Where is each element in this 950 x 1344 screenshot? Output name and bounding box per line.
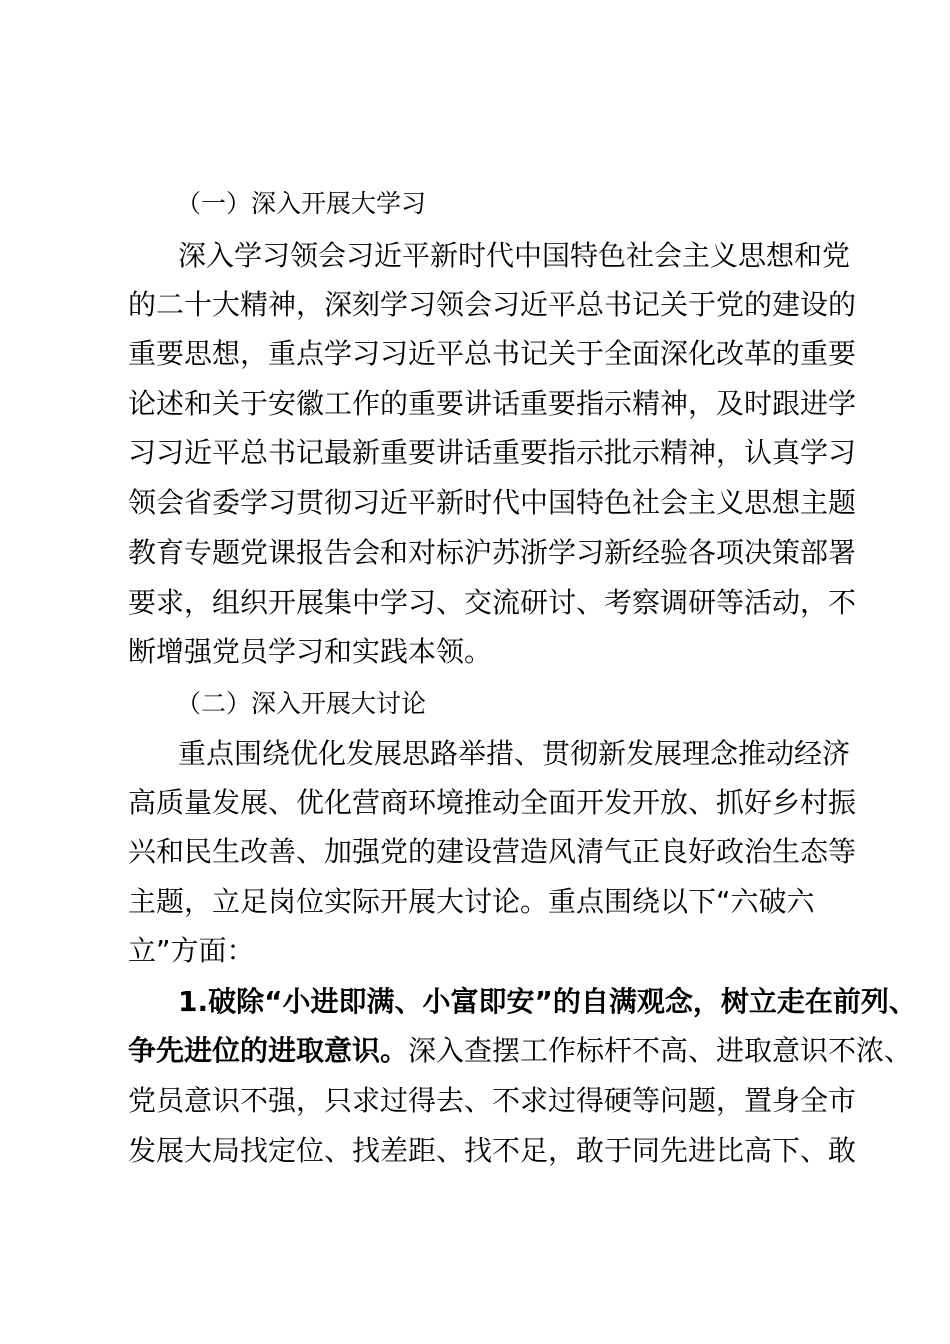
paragraph-line: 深入学习领会习近平新时代中国特色社会主义思想和党 [178, 239, 851, 272]
item-1-text: 深入查摆工作标杆不高、进取意识不浓、 [408, 1034, 913, 1067]
paragraph-line: 发展大局找定位、找差距、找不足，敢于同先进比高下、敢 [128, 1134, 857, 1167]
paragraph-line: 兴和民生改善、加强党的建设营造风清气正良好政治生态等 [128, 835, 857, 868]
paragraph-line: 高质量发展、优化营商环境推动全面开发开放、抓好乡村振 [128, 786, 857, 819]
item-1-bold-title: 1.破除“小进即满、小富即安”的自满观念，树立走在前列、 [178, 985, 917, 1018]
paragraph-line: 党员意识不强，只求过得去、不求过得硬等问题，置身全市 [128, 1084, 857, 1117]
item-1-bold-title-end: 争先进位的进取意识。 [128, 1034, 409, 1067]
paragraph-line: 教育专题党课报告会和对标沪苏浙学习新经验各项决策部署 [128, 536, 857, 569]
paragraph-line: 要求，组织开展集中学习、交流研讨、考察调研等活动，不 [128, 586, 857, 619]
paragraph-line: 立”方面： [128, 934, 255, 967]
paragraph-line: 断增强党员学习和实践本领。 [128, 635, 493, 668]
paragraph-line: 重要思想，重点学习习近平总书记关于全面深化改革的重要 [128, 337, 857, 370]
paragraph-line: 领会省委学习贯彻习近平新时代中国特色社会主义思想主题 [128, 486, 857, 519]
item-1-line-2 [128, 1035, 912, 1067]
section-heading-1: （一）深入开展大学习 [176, 189, 427, 218]
paragraph-line: 重点围绕优化发展思路举措、贯彻新发展理念推动经济 [178, 737, 851, 770]
paragraph-line: 的二十大精神，深刻学习领会习近平总书记关于党的建设的 [128, 288, 857, 321]
paragraph-line: 主题，立足岗位实际开展大讨论。重点围绕以下“六破六 [128, 885, 815, 918]
paragraph-line: 习习近平总书记最新重要讲话重要指示批示精神，认真学习 [128, 436, 857, 469]
section-heading-2: （二）深入开展大讨论 [176, 689, 427, 718]
paragraph-line: 论述和关于安徽工作的重要讲话重要指示精神，及时跟进学 [128, 387, 857, 420]
